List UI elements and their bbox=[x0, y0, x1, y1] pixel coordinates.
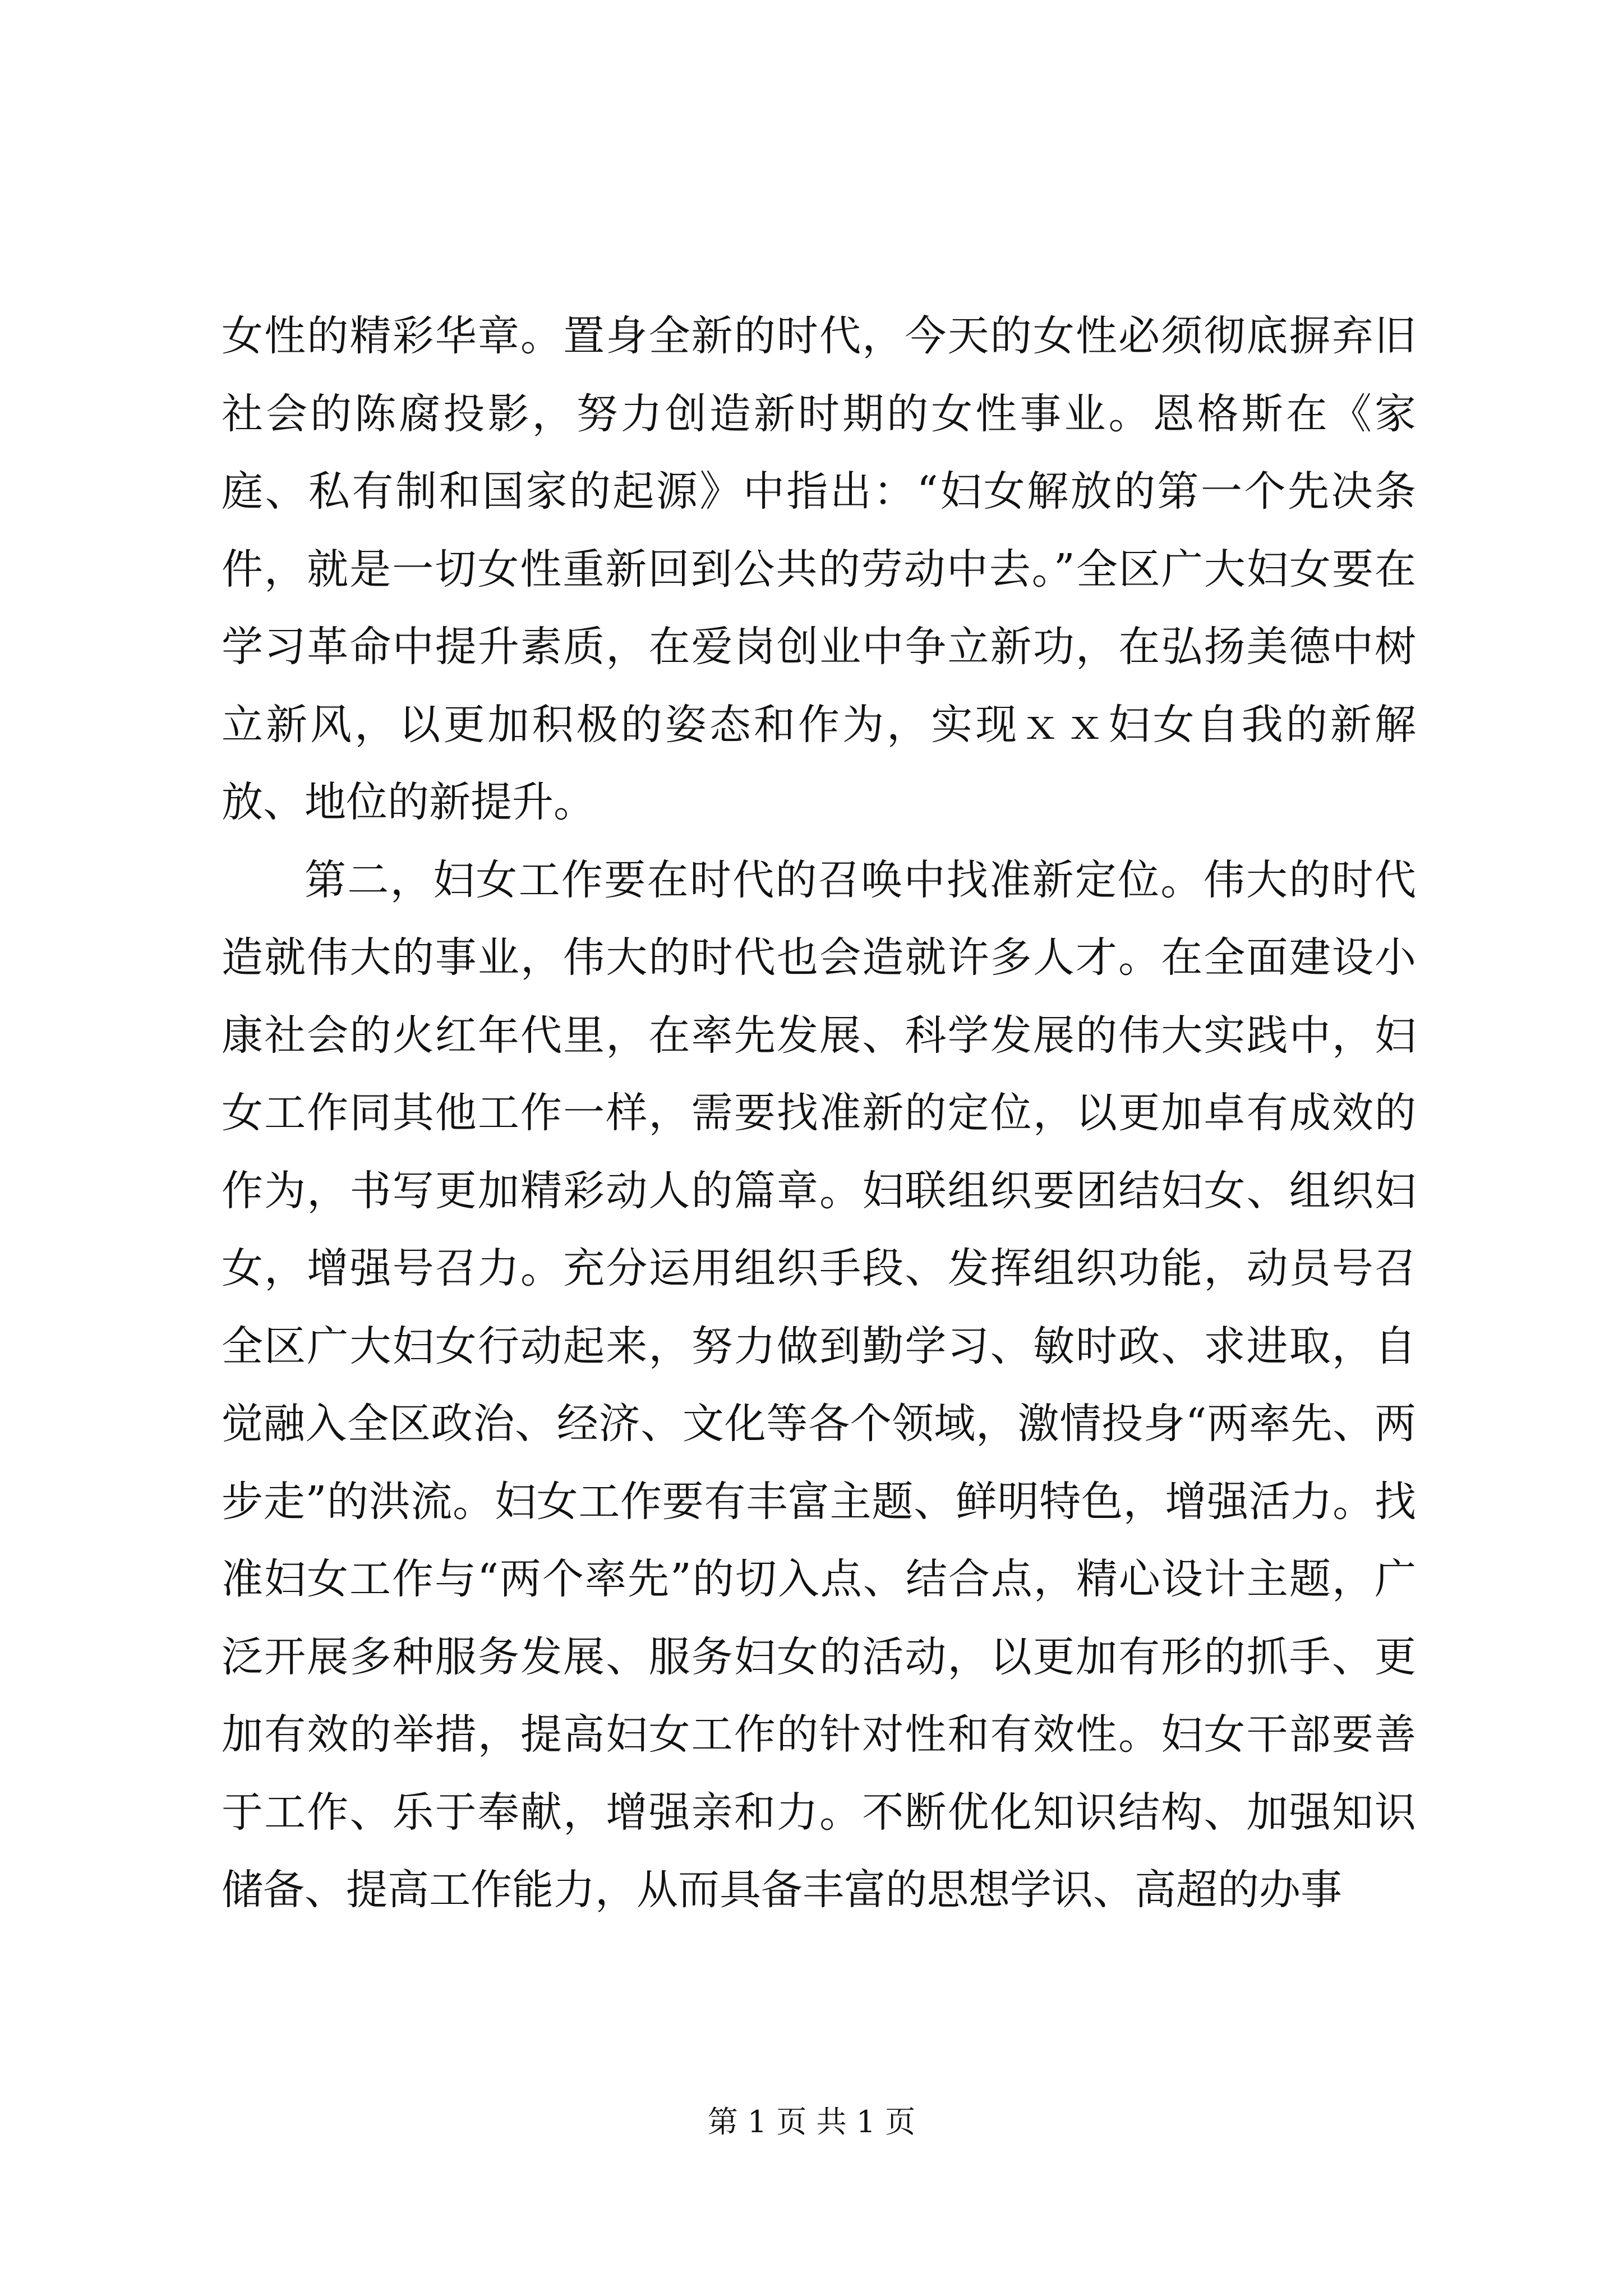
paragraph-2: 第二，妇女工作要在时代的召唤中找准新定位。伟大的时代造就伟大的事业，伟大的时代也会造就许多人才。在全面建设小康社会的火红年代里，在率先发展、科学发展的伟大实践中，妇女工作同其他工作一样，需要找准新的定位，以更加卓有成效的作为，书写更加精彩动人的篇章。妇联组织要团结妇女、组织妇女，增强号召力。充分运用组织手段、发挥组织功能，动员号召全区广大妇女行动起来，努力做到勤学习、敏时政、求进取，自觉融入全区政治、经济、文化等各个领域，激情投身“两率先、两步走”的洪流。妇女工作要有丰富主题、鲜明特色，增强活力。找准妇女工作与“两个率先”的切入点、结合点，精心设计主题，广泛开展多种服务发展、服务妇女的活动，以更加有形的抓手、更加有效的举措，提高妇女工作的针对性和有效性。妇女干部要善于工作、乐于奉献，增强亲和力。不断优化知识结构、加强知识储备、提高工作能力，从而具备丰富的思想学识、高超的办事 bbox=[222, 855, 1416, 1914]
paragraph-1: 女性的精彩华章。置身全新的时代，今天的女性必须彻底摒弃旧社会的陈腐投影，努力创造新时期的女性事业。恩格斯在《家庭、私有制和国家的起源》中指出：“妇女解放的第一个先决条件，就是一切女性重新回到公共的劳动中去。”全区广大妇女要在学习革命中提升素质，在爱岗创业中争立新功，在弘扬美德中树立新风，以更加积极的姿态和作为，实现ｘｘ妇女自我的新解放、地位的新提升。 bbox=[222, 312, 1416, 826]
document-body bbox=[222, 297, 1416, 1929]
page-footer: 第 1 页 共 1 页 bbox=[707, 2104, 916, 2139]
